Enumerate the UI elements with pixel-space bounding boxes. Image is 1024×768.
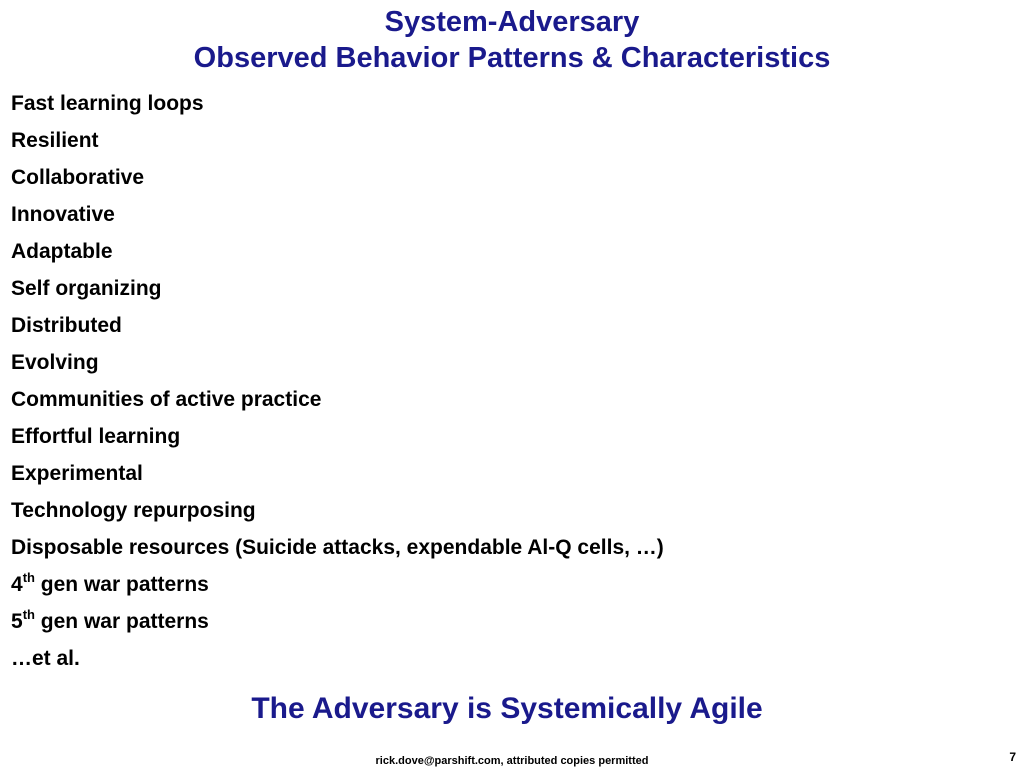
list-item-text: Experimental [11, 462, 143, 485]
list-item [11, 160, 664, 197]
page-number: 7 [1009, 750, 1016, 764]
list-item [11, 641, 664, 678]
list-item-text: Disposable resources (Suicide attacks, expendable Al-Q cells, …) [11, 536, 664, 559]
footer-text: rick.dove@parshift.com, attributed copies permitted [375, 755, 649, 767]
list-item-text: Communities of active practice [11, 388, 322, 411]
list-item-text: Collaborative [11, 166, 145, 189]
list-item-text: Adaptable [11, 240, 113, 263]
list-item-text: Technology repurposing [11, 499, 256, 522]
list-item [11, 567, 664, 604]
ordinal-suffix: th [22, 607, 35, 622]
list-item-text: Innovative [11, 203, 115, 226]
characteristics-list [11, 86, 664, 678]
list-item [11, 419, 664, 456]
list-item-text: Resilient [11, 129, 99, 152]
list-item [11, 123, 664, 160]
list-item [11, 345, 664, 382]
list-item-text: …et al. [11, 647, 80, 670]
list-item-rest: gen war patterns [34, 610, 209, 633]
list-item-rest: gen war patterns [34, 573, 209, 596]
list-item-text: Effortful learning [11, 425, 181, 448]
list-item [11, 197, 664, 234]
ordinal-suffix: th [22, 570, 35, 585]
list-item [11, 493, 664, 530]
list-item [11, 456, 664, 493]
list-item [11, 530, 664, 567]
list-item [11, 86, 664, 123]
list-item-text: Self organizing [11, 277, 162, 300]
conclusion-heading: The Adversary is Systemically Agile [251, 692, 763, 725]
list-item [11, 604, 664, 641]
list-item [11, 271, 664, 308]
list-item-number: 4 [11, 573, 23, 596]
title-line-1: System-Adversary [384, 6, 640, 38]
slide-title [0, 4, 1024, 76]
list-item-text: Distributed [11, 314, 122, 337]
list-item [11, 308, 664, 345]
list-item-number: 5 [11, 610, 23, 633]
list-item [11, 382, 664, 419]
list-item-text: Fast learning loops [11, 92, 204, 115]
list-item-text: Evolving [11, 351, 99, 374]
list-item [11, 234, 664, 271]
title-line-2: Observed Behavior Patterns & Characteristics [193, 42, 831, 74]
